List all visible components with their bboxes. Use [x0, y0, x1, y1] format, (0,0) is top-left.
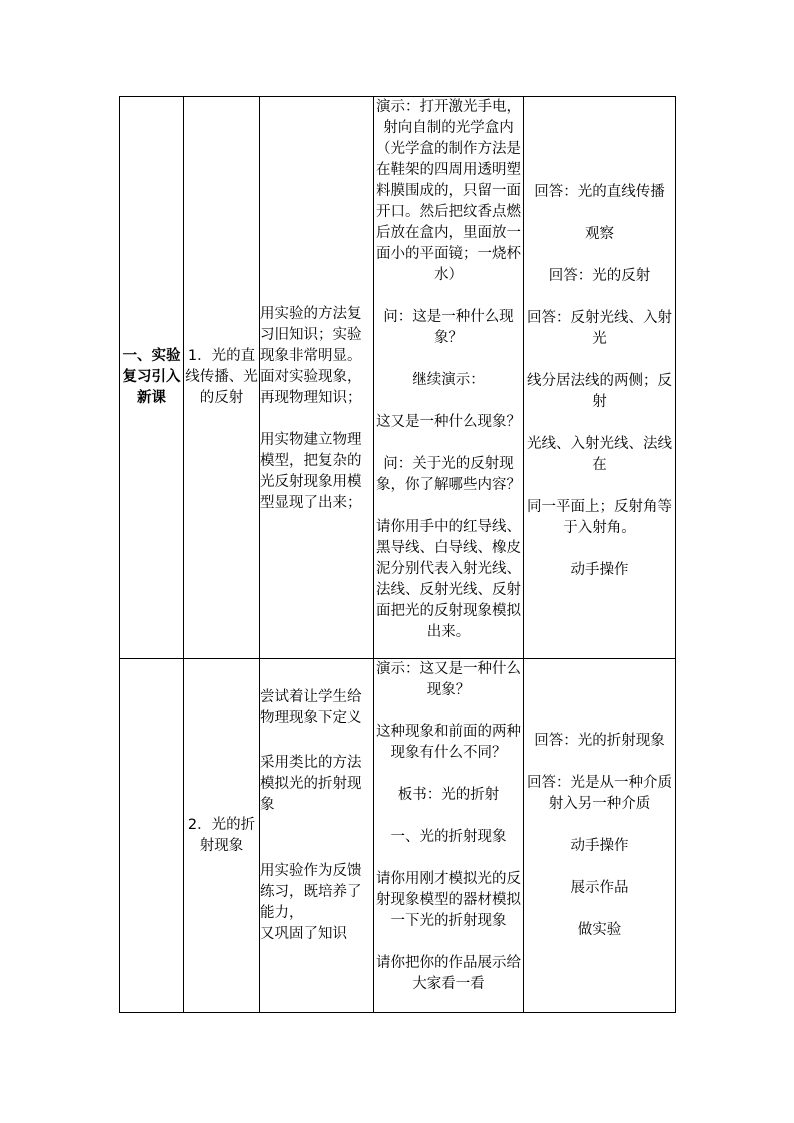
stage-cell: [120, 659, 184, 1013]
teacher-text: 请你用手中的红导线、黑导线、白导线、橡皮泥分别代表入射光线、法线、反射光线、反射面把光的反射现象模拟出来。: [376, 519, 521, 640]
table-row: [120, 97, 676, 659]
stage-cell: 一、实验复习引入新课: [120, 97, 184, 659]
teacher-text: 请你把你的作品展示给大家看一看: [376, 955, 521, 992]
table-row: [120, 659, 676, 1013]
student-text: 做实验: [577, 922, 622, 938]
design-intent-cell: [260, 97, 374, 659]
teacher-text: 这又是一种什么现象？: [376, 414, 521, 430]
student-text: 线分居法线的两侧；反射: [527, 373, 672, 410]
teacher-text: 问：这是一种什么现象？: [383, 309, 514, 346]
teacher-activity-cell: [374, 97, 524, 659]
student-text: 动手操作: [570, 562, 629, 578]
teacher-text: 继续演示：: [412, 372, 485, 388]
student-text: 回答：光的反射: [548, 268, 651, 284]
teacher-text: 板书：光的折射: [397, 787, 500, 803]
intent-text: 面对实验现象，再现物理知识；: [260, 368, 362, 406]
teacher-text: 演示：打开激光手电，射向自制的光学盒内（光学盒的制作方法是在鞋架的四周用透明塑料膜围成的，只留一面开口。然后把纹香点燃后放在盒内，里面放一面小的平面镜；一烧杯水）: [376, 99, 521, 283]
student-text: 光线、入射光线、法线在: [527, 436, 672, 473]
topic-cell: 1．光的直线传播、光的反射: [184, 97, 260, 659]
student-text: 回答：光的直线传播: [534, 184, 665, 200]
student-activity-cell: [524, 659, 676, 1013]
intent-text: 又巩固了知识: [260, 925, 347, 942]
student-text: 回答：光是从一种介质射入另一种介质: [527, 775, 672, 812]
intent-text: 用实验作为反馈练习，既培养了能力，: [260, 862, 362, 921]
student-text: 展示作品: [570, 880, 629, 896]
design-intent-cell: [260, 659, 374, 1013]
student-text: 回答：光的折射现象: [534, 733, 665, 749]
teacher-text: 这种现象和前面的两种现象有什么不同？: [376, 724, 521, 761]
teacher-text: 问：关于光的反射现象，你了解哪些内容？: [376, 456, 521, 493]
teacher-activity-cell: [374, 659, 524, 1013]
lesson-plan-table: [119, 96, 676, 1013]
intent-text: 用实物建立物理模型，把复杂的光反射现象用模型显现了出来；: [260, 431, 362, 511]
student-text: 同一平面上；反射角等于入射角。: [527, 499, 672, 536]
student-text: 回答：反射光线、入射光: [527, 310, 672, 347]
student-text: 观察: [585, 226, 614, 242]
intent-text: 用实验的方法复习旧知识；实验现象非常明显。: [260, 305, 362, 364]
teacher-text: 一、光的折射现象: [390, 829, 507, 845]
student-text: 动手操作: [570, 838, 629, 854]
student-activity-cell: [524, 97, 676, 659]
intent-text: 尝试着让学生给物理现象下定义: [260, 688, 362, 726]
topic-cell: 2．光的折射现象: [184, 659, 260, 1013]
teacher-text: 请你用刚才模拟光的反射现象模型的器材模拟一下光的折射现象: [376, 871, 521, 929]
intent-text: 采用类比的方法模拟光的折射现象: [260, 754, 362, 813]
teacher-text: 演示：这又是一种什么现象？: [376, 661, 521, 698]
